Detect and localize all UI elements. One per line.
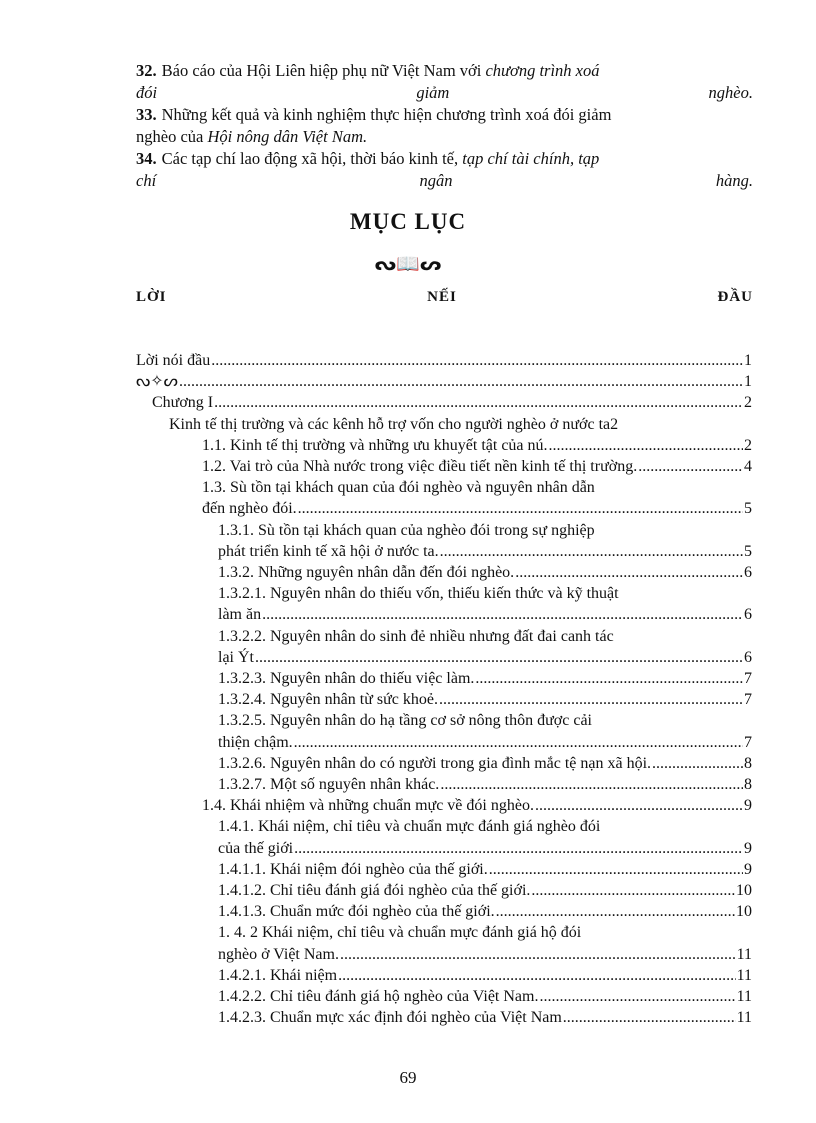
toc-entry-text: 1.2. Vai trò của Nhà nước trong việc điều tiết nền kinh tế thị trường. xyxy=(202,458,638,476)
toc-dot-leader xyxy=(496,901,735,922)
toc-dot-leader xyxy=(214,392,743,413)
toc-page-number: 6 xyxy=(744,648,752,666)
toc-dot-leader xyxy=(652,753,743,774)
toc-dot-leader xyxy=(440,541,743,562)
page-number: 69 xyxy=(399,1068,417,1087)
table-of-contents xyxy=(136,350,752,1029)
toc-dot-leader xyxy=(440,774,743,795)
toc-page-number: 2 xyxy=(744,436,752,454)
toc-entry[interactable] xyxy=(136,626,752,668)
reference-italic-word: ngân xyxy=(419,171,453,190)
toc-page-number: 1 xyxy=(744,352,752,369)
toc-entry[interactable] xyxy=(136,456,752,477)
toc-page-number: 11 xyxy=(736,988,752,1006)
toc-entry-text: 1.4.2.2. Chỉ tiêu đánh giá hộ nghèo của Việt Nam. xyxy=(218,988,539,1006)
reference-32-line1 xyxy=(136,60,753,82)
toc-entry-text: 1.4.1.3. Chuẩn mức đói nghèo của thế giới. xyxy=(218,903,495,921)
toc-entry-text-first-line: 1. 4. 2 Khái niệm, chỉ tiêu và chuẩn mực đánh giá hộ đói xyxy=(218,924,582,942)
reference-text: Những kết quả và kinh nghiệm thực hiện chương trình xoá đói giảm xyxy=(161,105,612,124)
toc-page-number: 10 xyxy=(736,903,752,921)
toc-entry[interactable] xyxy=(136,689,752,710)
toc-dot-leader xyxy=(535,795,743,816)
toc-page-number: 5 xyxy=(744,542,752,560)
toc-page-number: 9 xyxy=(744,860,752,878)
toc-entry[interactable] xyxy=(136,710,752,752)
toc-entry-text: 1.4.2.1. Khái niệm xyxy=(218,966,338,984)
reference-text: Báo cáo của Hội Liên hiệp phụ nữ Việt Nam với xyxy=(161,61,482,80)
toc-entry-text: nghèo ở Việt Nam. xyxy=(218,945,339,963)
toc-entry-text: Chương I xyxy=(152,394,214,412)
toc-entry-text: Lời nói đầu xyxy=(136,352,211,369)
toc-entry[interactable] xyxy=(136,816,752,858)
toc-entry-text-first-line: 1.3. Sù tồn tại khách quan của đói nghèo và nguyên nhân dẫn xyxy=(202,479,595,497)
reference-number: 32. xyxy=(136,61,157,80)
toc-entry[interactable] xyxy=(136,668,752,689)
toc-entry-text: thiện chậm. xyxy=(218,733,293,751)
reference-italic-word: giảm xyxy=(416,83,450,102)
toc-dot-leader xyxy=(489,859,743,880)
toc-entry[interactable] xyxy=(136,583,752,625)
preface-heading-word: LỜI xyxy=(136,289,167,305)
toc-entry-text: 1.3.2.3. Nguyên nhân do thiếu việc làm. xyxy=(218,670,475,688)
toc-entry-text: 1.4. Khái nhiệm và những chuẩn mực về đói nghèo. xyxy=(202,797,534,815)
toc-entry[interactable] xyxy=(136,859,752,880)
toc-dot-leader xyxy=(563,1007,736,1028)
toc-entry[interactable] xyxy=(136,986,752,1007)
reference-34-line2 xyxy=(136,170,753,192)
reference-italic-text: chương trình xoá xyxy=(485,61,600,80)
toc-page-number: 7 xyxy=(744,733,752,751)
reference-number: 34. xyxy=(136,149,157,168)
toc-entry-text: 1.4.1.2. Chỉ tiêu đánh giá đói nghèo của thế giới. xyxy=(218,882,531,900)
toc-page-number: 2 xyxy=(744,394,752,412)
toc-entry[interactable] xyxy=(136,965,752,986)
toc-page-number: 10 xyxy=(736,882,752,900)
toc-title: MỤC LỤC xyxy=(349,209,467,234)
toc-page-number: 8 xyxy=(744,754,752,772)
reference-33-line2 xyxy=(136,126,753,148)
toc-page-number: 9 xyxy=(744,797,752,815)
preface-heading-word: NẾI xyxy=(427,289,457,305)
toc-page-number: 11 xyxy=(736,1009,752,1027)
toc-entry-text-first-line: 1.3.1. Sù tồn tại khách quan của nghèo đói trong sự nghiệp xyxy=(218,521,595,539)
toc-entry[interactable] xyxy=(136,753,752,774)
reference-text: nghèo của xyxy=(136,127,204,146)
toc-page-number: 8 xyxy=(744,776,752,794)
toc-entry[interactable] xyxy=(136,435,752,456)
toc-page-number: 5 xyxy=(744,500,752,518)
toc-dot-leader xyxy=(338,965,736,986)
toc-page-number: 4 xyxy=(744,458,752,476)
toc-page-number: 9 xyxy=(744,839,752,857)
toc-entry-text-first-line: 1.3.2.1. Nguyên nhân do thiếu vốn, thiếu kiến thức và kỹ thuật xyxy=(218,585,619,603)
toc-entry-text: 1.4.2.3. Chuẩn mực xác định đói nghèo của Việt Nam xyxy=(218,1009,562,1027)
reference-34-line1 xyxy=(136,148,753,170)
toc-entry-text: phát triển kinh tế xã hội ở nước ta. xyxy=(218,542,439,560)
reference-list xyxy=(136,60,753,192)
toc-dot-leader xyxy=(262,604,743,625)
preface-heading-word: ĐẦU xyxy=(717,289,753,305)
reference-33-line1 xyxy=(136,104,753,126)
toc-entry[interactable] xyxy=(136,350,752,371)
toc-entry-text: lại Ýt xyxy=(218,648,254,666)
toc-entry[interactable] xyxy=(136,922,752,964)
toc-entry[interactable] xyxy=(136,795,752,816)
toc-entry-text: làm ăn xyxy=(218,606,262,624)
reference-italic-word: hàng. xyxy=(715,171,753,190)
toc-dot-leader xyxy=(475,668,743,689)
toc-entry-text: 1.3.2. Những nguyên nhân dẫn đến đói nghèo. xyxy=(218,564,515,582)
reference-italic-word: đói xyxy=(136,83,158,102)
toc-entry[interactable] xyxy=(136,774,752,795)
toc-entry-text: 1.3.2.6. Nguyên nhân do có người trong gia đình mắc tệ nạn xã hội. xyxy=(218,754,652,772)
toc-page-number: 6 xyxy=(744,564,752,582)
reference-text: Các tạp chí lao động xã hội, thời báo kinh tế, xyxy=(161,149,459,168)
toc-entry-text: Kinh tế thị trường và các kênh hỗ trợ vốn cho người nghèo ở nước ta xyxy=(169,415,611,433)
reference-number: 33. xyxy=(136,105,157,124)
toc-entry[interactable] xyxy=(136,371,752,392)
toc-entry-text: 1.4.1.1. Khái niệm đói nghèo của thế giới. xyxy=(218,860,488,878)
toc-entry-text: đến nghèo đói. xyxy=(202,500,297,518)
toc-entry-text: 1.3.2.7. Một số nguyên nhân khác. xyxy=(218,776,440,794)
toc-entry[interactable] xyxy=(136,880,752,901)
toc-page-number: 11 xyxy=(736,966,752,984)
toc-dot-leader xyxy=(539,986,735,1007)
toc-dot-leader xyxy=(255,647,743,668)
toc-dot-leader xyxy=(211,350,743,371)
toc-dot-leader xyxy=(439,689,743,710)
toc-dot-leader xyxy=(515,562,743,583)
toc-dot-leader xyxy=(294,732,743,753)
toc-entry[interactable] xyxy=(136,520,752,562)
toc-entry-text-first-line: 1.3.2.2. Nguyên nhân do sinh đẻ nhiều nhưng đất đai canh tác xyxy=(218,627,614,645)
reference-32-line2 xyxy=(136,82,753,104)
toc-dot-leader xyxy=(298,498,743,519)
toc-dot-leader xyxy=(638,456,743,477)
toc-page-number: 7 xyxy=(744,691,752,709)
toc-entry-text-first-line: 1.4.1. Khái niệm, chỉ tiêu và chuẩn mực đánh giá nghèo đói xyxy=(218,818,601,836)
reference-italic-word: nghèo. xyxy=(708,83,753,102)
toc-entry-text: ᔓ✧ᔕ xyxy=(136,373,178,391)
toc-dot-leader xyxy=(531,880,735,901)
reference-italic-text: Hội nông dân Việt Nam. xyxy=(207,127,368,146)
toc-entry[interactable] xyxy=(136,901,752,922)
reference-italic-word: chí xyxy=(136,171,157,190)
preface-heading xyxy=(136,289,753,306)
toc-dot-leader xyxy=(179,371,743,392)
toc-entry-text-first-line: 1.3.2.5. Nguyên nhân do hạ tầng cơ sở nông thôn được cải xyxy=(218,712,592,730)
reference-italic-text: tạp chí tài chính, tạp xyxy=(462,149,600,168)
toc-entry-text: 1.3.2.4. Nguyên nhân từ sức khoẻ. xyxy=(218,691,438,709)
toc-dot-leader xyxy=(294,838,743,859)
book-ornament-icon: ᔓ📖ᔕ xyxy=(374,253,442,275)
toc-entry-text: của thế giới xyxy=(218,839,294,857)
toc-page-number: 7 xyxy=(744,670,752,688)
toc-page-number: 6 xyxy=(744,606,752,624)
toc-entry[interactable] xyxy=(136,562,752,583)
toc-dot-leader xyxy=(549,435,743,456)
toc-dot-leader xyxy=(340,944,736,965)
toc-entry[interactable] xyxy=(136,477,752,519)
toc-entry[interactable] xyxy=(136,1007,752,1028)
toc-page-number: 1 xyxy=(744,373,752,391)
toc-entry[interactable] xyxy=(136,392,752,413)
toc-page-number: 11 xyxy=(736,945,752,963)
toc-page-number: 2 xyxy=(610,415,619,433)
toc-entry[interactable] xyxy=(136,414,752,435)
toc-entry-text: 1.1. Kinh tế thị trường và những ưu khuyết tật của nú. xyxy=(202,436,548,454)
